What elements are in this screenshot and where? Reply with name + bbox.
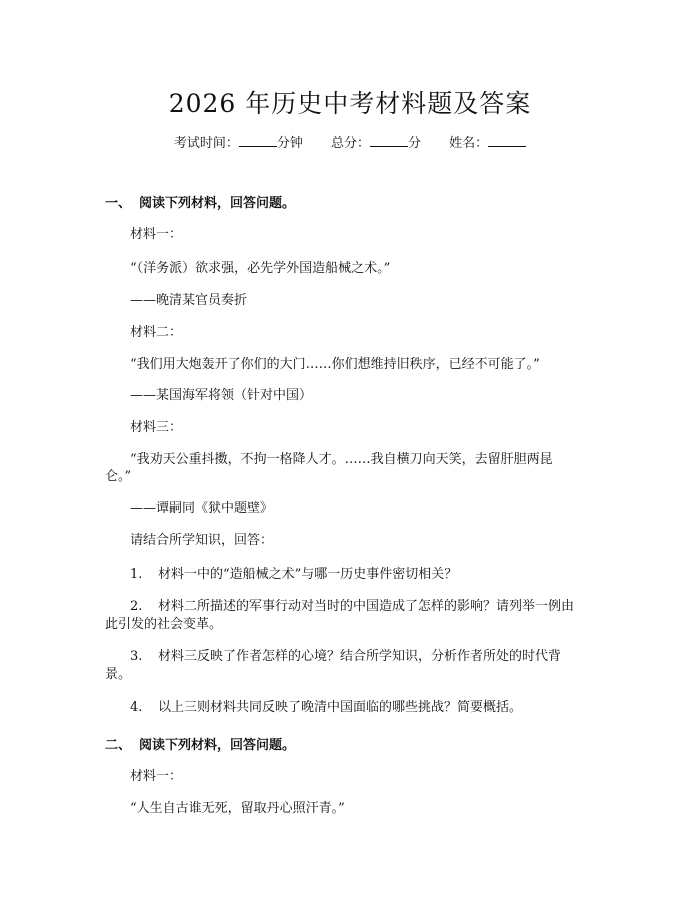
material-1-source: ——晚清某官员奏折 [130, 293, 248, 308]
question-text: 材料二所描述的军事行动对当时的中国造成了怎样的影响？请列举一例由 [158, 599, 575, 614]
section-heading-text: 阅读下列材料，回答问题。 [139, 196, 296, 211]
material-3-label: 材料三： [130, 420, 183, 435]
total-score-label: 总分： [330, 136, 370, 151]
total-score-unit: 分 [408, 136, 422, 151]
section-number: 一、 [105, 196, 132, 211]
student-name-label: 姓名： [449, 136, 489, 151]
section-number: 二、 [105, 738, 132, 753]
question-3-continued: 景。 [105, 667, 132, 682]
material-2-quote: “我们用大炮轰开了你们的大门……你们想维持旧秩序，已经不可能了。” [130, 357, 540, 372]
question-number: 4. [130, 700, 143, 715]
material-3-quote-line-1: “我劝天公重抖擞，不拘一格降人才。……我自横刀向天笑，去留肝胆两昆 [130, 452, 553, 467]
question-1 [130, 564, 600, 585]
question-number: 2. [130, 599, 143, 614]
question-prompt: 请结合所学知识，回答： [130, 533, 274, 548]
question-text: 以上三则材料共同反映了晚清中国面临的哪些挑战？简要概括。 [158, 700, 523, 715]
section-1-heading [105, 192, 295, 211]
material-1-label: 材料一： [130, 227, 183, 242]
student-name-blank [488, 134, 526, 147]
document-title: 2026 年历史中考材料题及答案 [168, 89, 532, 118]
section-2-material-1-quote: “人生自古谁无死，留取丹心照汗青。” [130, 801, 345, 816]
material-3-source: ——谭嗣同《狱中题壁》 [130, 501, 274, 516]
question-text: 材料三反映了作者怎样的心境？结合所学知识，分析作者所处的时代背 [158, 649, 562, 664]
material-2-source: ——某国海军将领（针对中国） [130, 388, 313, 403]
question-4 [130, 697, 600, 718]
material-2-label: 材料二： [130, 325, 183, 340]
section-heading-text: 阅读下列材料，回答问题。 [139, 738, 296, 753]
exam-info-line [0, 132, 700, 151]
question-number: 3. [130, 649, 143, 664]
total-score-blank [370, 134, 408, 147]
total-score-field [331, 132, 421, 151]
exam-time-blank [239, 134, 277, 147]
question-2-continued: 此引发的社会变革。 [105, 617, 223, 632]
exam-time-unit: 分钟 [276, 136, 303, 151]
question-number: 1. [130, 567, 143, 582]
material-1-quote: “（洋务派）欲求强，必先学外国造船械之术。” [130, 261, 391, 276]
material-3-quote-line-2: 仑。” [105, 469, 132, 484]
section-2-heading [105, 734, 295, 753]
question-3 [130, 646, 600, 667]
exam-time-field [174, 132, 303, 151]
exam-time-label: 考试时间： [173, 136, 239, 151]
section-2-material-1-label: 材料一： [130, 769, 183, 784]
question-text: 材料一中的“造船械之术”与哪一历史事件密切相关？ [158, 567, 458, 582]
student-name-field [449, 132, 526, 151]
